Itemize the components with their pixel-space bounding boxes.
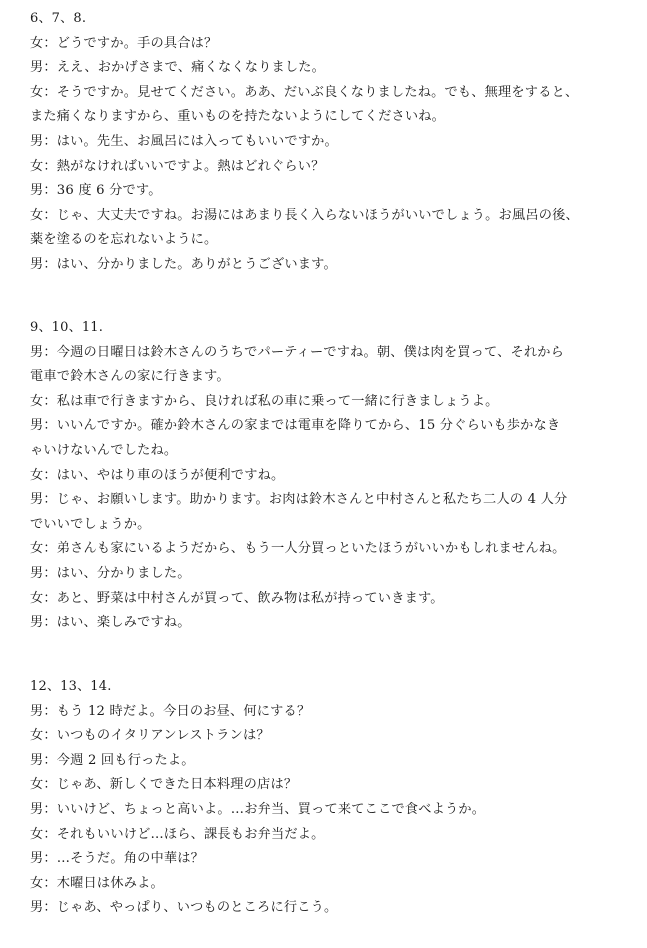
- dialogue-line: 女：熱がなければいいですよ。熱はどれぐらい？: [30, 158, 325, 174]
- dialogue-line: 女：そうですか。見せてください。ああ、だいぶ良くなりましたね。でも、無理をすると、: [30, 84, 579, 100]
- dialogue-line: 男：いいんですか。確か鈴木さんの家までは電車を降りてから、15 分ぐらいも歩かなき: [30, 418, 561, 434]
- dialogue-line: 男：はい、楽しみですね。: [30, 615, 191, 631]
- dialogue-line: 男：はい、分かりました。ありがとうございます。: [30, 256, 337, 272]
- dialogue-line: 男：もう 12 時だよ。今日のお昼、何にする？: [30, 703, 311, 719]
- dialogue-line: でいいでしょうか。: [30, 516, 151, 532]
- dialogue-line: 女：あと、野菜は中村さんが買って、飲み物は私が持っていきます。: [30, 590, 444, 606]
- dialogue-line: また痛くなりますから、重いものを持たないようにしてくださいね。: [30, 109, 446, 125]
- dialogue-line: ゃいけないんでしたね。: [30, 442, 178, 458]
- section-heading: 12、13、14.: [30, 679, 112, 694]
- dialogue-line: 薬を塗るのを忘れないように。: [30, 232, 218, 248]
- dialogue-line: 男：36 度 6 分です。: [30, 183, 162, 199]
- dialogue-line: 女：弟さんも家にいるようだから、もう一人分買っといたほうがいいかもしれませんね。: [30, 541, 566, 557]
- dialogue-line: 女：それもいいけど…ほら、課長もお弁当だよ。: [30, 826, 325, 842]
- dialogue-line: 男：ええ、おかげさまで、痛くなくなりました。: [30, 60, 326, 76]
- section-heading: 6、7、8.: [30, 11, 87, 26]
- dialogue-line: 女：木曜日は休みよ。: [30, 875, 164, 891]
- dialogue-line: 男：今週 2 回も行ったよ。: [30, 752, 195, 768]
- dialogue-line: 男：じゃあ、やっぱり、いつものところに行こう。: [30, 900, 338, 916]
- dialogue-line: 男：じゃ、お願いします。助かります。お肉は鈴木さんと中村さんと私たち二人の 4 人分: [30, 492, 568, 508]
- dialogue-section-3: [30, 675, 630, 921]
- dialogue-line: 女：私は車で行きますから、良ければ私の車に乗って一緒に行きましょうよ。: [30, 393, 499, 409]
- dialogue-line: 男：はい、分かりました。: [30, 565, 191, 581]
- section-heading: 9、10、11.: [30, 320, 104, 335]
- dialogue-line: 男：…そうだ。角の中華は？: [30, 851, 205, 867]
- dialogue-line: 男：はい。先生、お風呂には入ってもいいですか。: [30, 133, 338, 149]
- dialogue-line: 女：いつものイタリアンレストランは？: [30, 728, 270, 744]
- dialogue-line: 電車で鈴木さんの家に行きます。: [30, 369, 230, 385]
- dialogue-line: 男：いいけど、ちょっと高いよ。…お弁当、買って来てここで食べようか。: [30, 801, 486, 817]
- dialogue-line: 男：今週の日曜日は鈴木さんのうちでパーティーですね。朝、僕は肉を買って、それから: [30, 344, 565, 360]
- dialogue-section-2: [30, 316, 630, 636]
- dialogue-line: 女：どうですか。手の具合は？: [30, 35, 218, 51]
- dialogue-line: 女：じゃあ、新しくできた日本料理の店は？: [30, 777, 298, 793]
- dialogue-line: 女：じゃ、大丈夫ですね。お湯にはあまり長く入らないほうがいいでしょう。お風呂の後、: [30, 207, 579, 223]
- dialogue-line: 女：はい、やはり車のほうが便利ですね。: [30, 467, 285, 483]
- dialogue-section-1: [30, 7, 630, 278]
